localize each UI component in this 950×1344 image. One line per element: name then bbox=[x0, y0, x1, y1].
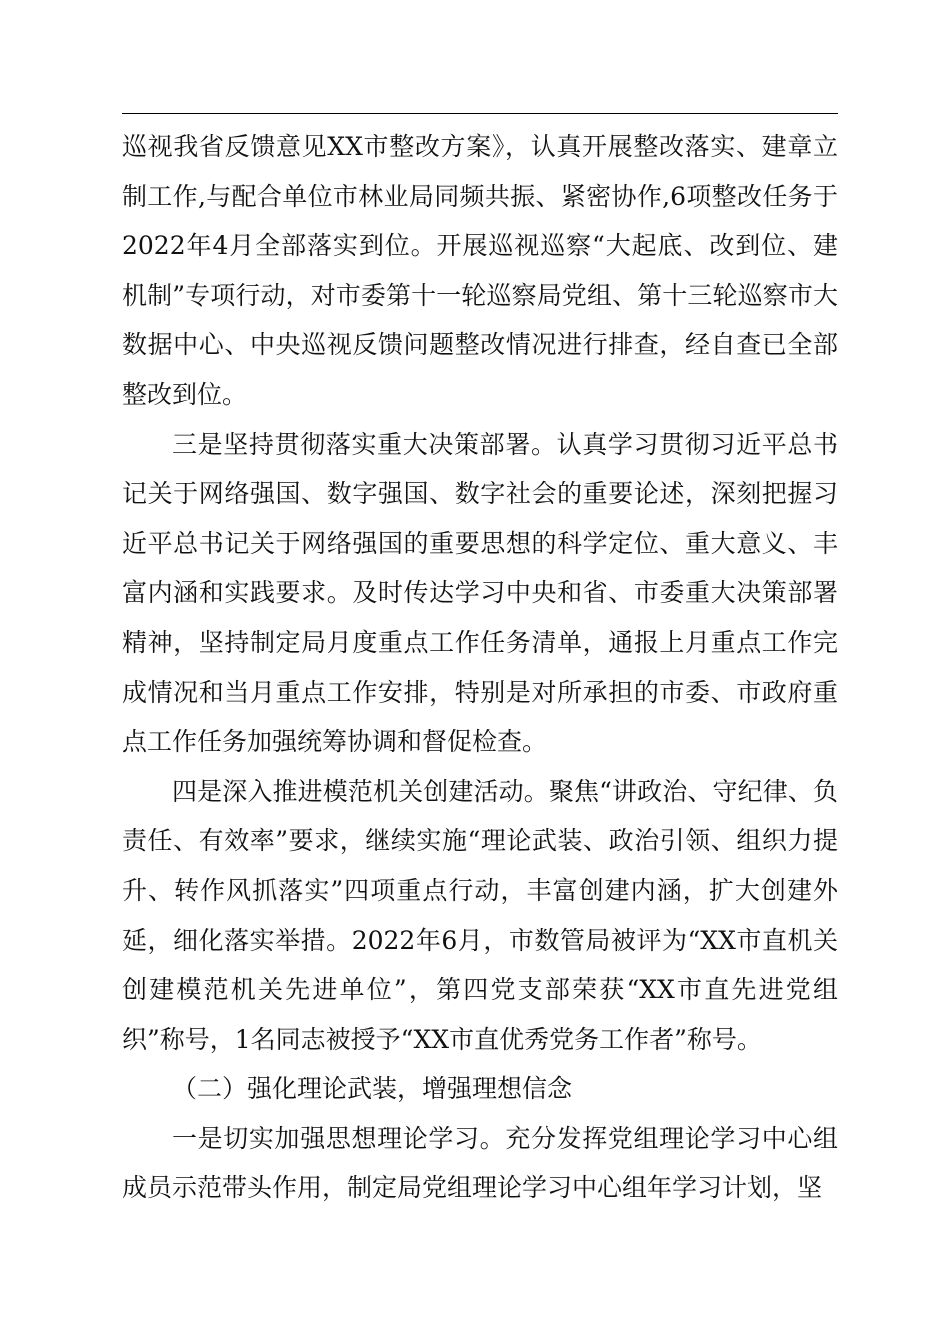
paragraph-theory-study: 一是切实加强思想理论学习。充分发挥党组理论学习中心组成员示范带头作用，制定局党组理论学习中心组年学习计划，坚 bbox=[122, 1123, 838, 1203]
paragraph-major-decisions: 三是坚持贯彻落实重大决策部署。认真学习贯彻习近平总书记关于网络强国、数字强国、数字社会的重要论述，深刻把握习近平总书记关于网络强国的重要思想的科学定位、重大意义、丰富内涵和实践要求。及时传达学习中央和省、市委重大决策部署精神，坚持制定局月度重点工作任务清单，通报上月重点工作完成情况和当月重点工作安排，特别是对所承担的市委、市政府重点工作任务加强统筹协调和督促检查。 bbox=[122, 429, 838, 757]
document-body bbox=[122, 122, 838, 1213]
header-divider bbox=[122, 113, 838, 114]
paragraph-model-organ: 四是深入推进模范机关创建活动。聚焦“讲政治、守纪律、负责任、有效率”要求，继续实施“理论武装、政治引领、组织力提升、转作风抓落实”四项重点行动，丰富创建内涵，扩大创建外延，细化落实举措。2022年6月，市数管局被评为“XX市直机关创建模范机关先进单位”，第四党支部荣获“XX市直先进党组织”称号，1名同志被授予“XX市直优秀党务工作者”称号。 bbox=[122, 776, 838, 1054]
paragraph-rectification: 巡视我省反馈意见XX市整改方案》，认真开展整改落实、建章立制工作,与配合单位市林业局同频共振、紧密协作,6项整改任务于2022年4月全部落实到位。开展巡视巡察“大起底、改到位、建机制”专项行动，对市委第十一轮巡察局党组、第十三轮巡察市大数据中心、中央巡视反馈问题整改情况进行排查，经自查已全部整改到位。 bbox=[122, 132, 838, 409]
section-heading: （二）强化理论武装，增强理想信念 bbox=[172, 1074, 573, 1104]
